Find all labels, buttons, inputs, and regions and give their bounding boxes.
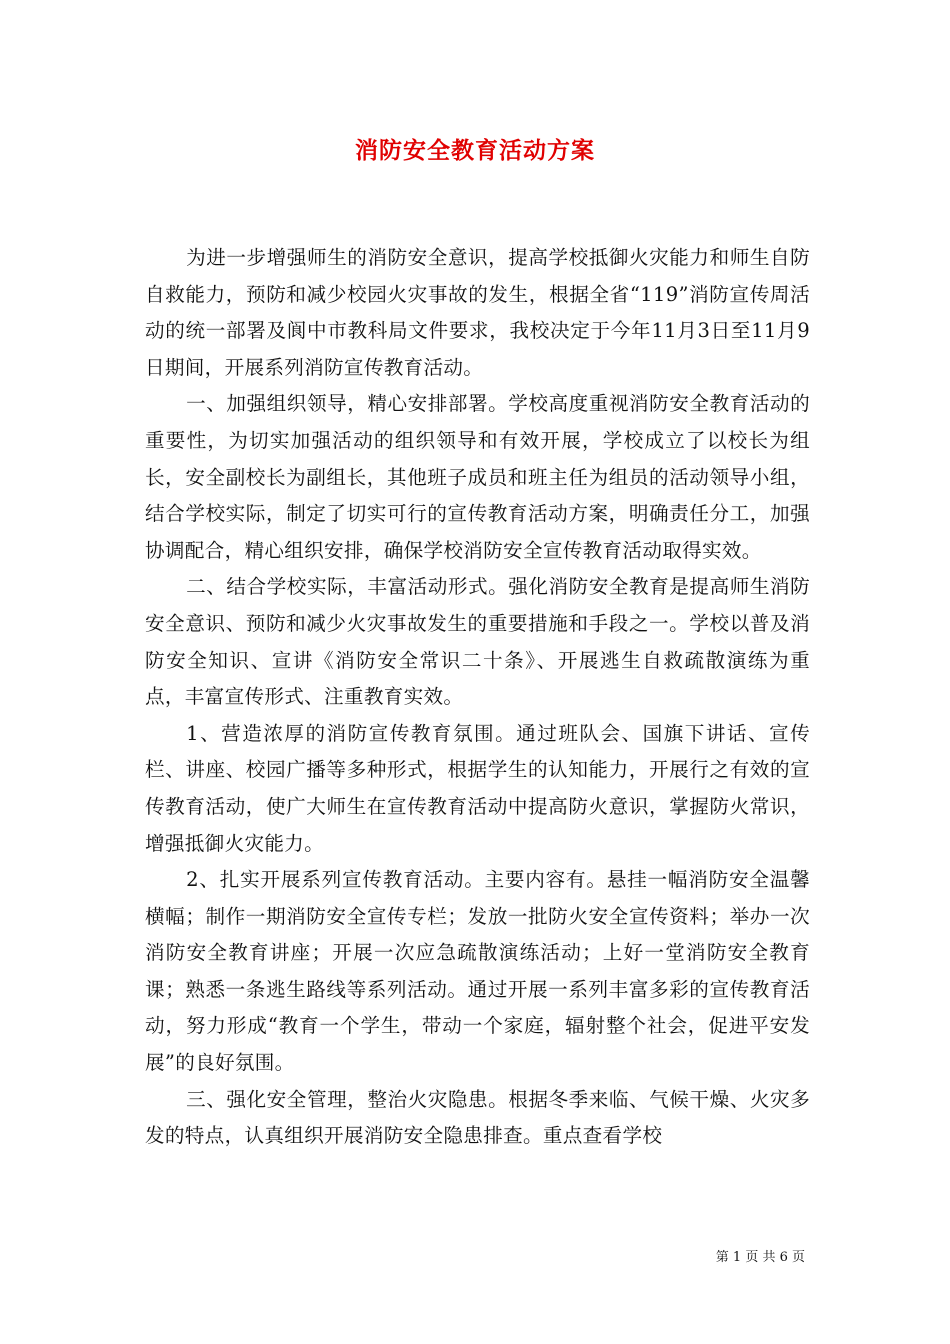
paragraph-item-1: 1、营造浓厚的消防宣传教育氛围。通过班队会、国旗下讲话、宣传栏、讲座、校园广播等多种形式，根据学生的认知能力，开展行之有效的宣传教育活动，使广大师生在宣传教育活动中提高防火意识，掌握防火常识，增强抵御火灾能力。 [145, 721, 810, 855]
page-number-footer: 第 1 页 共 6 页 [715, 1250, 805, 1265]
paragraph-section-3: 三、强化安全管理，整治火灾隐患。根据冬季来临、气候干燥、火灾多发的特点，认真组织开展消防安全隐患排查。重点查看学校 [145, 1087, 810, 1148]
document-title: 消防安全教育活动方案 [355, 137, 595, 164]
paragraph-section-1: 一、加强组织领导，精心安排部署。学校高度重视消防安全教育活动的重要性，为切实加强活动的组织领导和有效开展，学校成立了以校长为组长，安全副校长为副组长，其他班子成员和班主任为组员的活动领导小组，结合学校实际，制定了切实可行的宣传教育活动方案，明确责任分工，加强协调配合，精心组织安排，确保学校消防安全宣传教育活动取得实效。 [145, 392, 810, 562]
paragraph-section-2: 二、结合学校实际，丰富活动形式。强化消防安全教育是提高师生消防安全意识、预防和减少火灾事故发生的重要措施和手段之一。学校以普及消防安全知识、宣讲《消防安全常识二十条》、开展逃生自救疏散演练为重点，丰富宣传形式、注重教育实效。 [145, 575, 810, 709]
paragraph-item-2: 2、扎实开展系列宣传教育活动。主要内容有。悬挂一幅消防安全温馨横幅；制作一期消防安全宣传专栏；发放一批防火安全宣传资料；举办一次消防安全教育讲座；开展一次应急疏散演练活动；上好一堂消防安全教育课；熟悉一条逃生路线等系列活动。通过开展一系列丰富多彩的宣传教育活动，努力形成“教育一个学生，带动一个家庭，辐射整个社会，促进平安发展”的良好氛围。 [145, 868, 810, 1075]
paragraph-intro: 为进一步增强师生的消防安全意识，提高学校抵御火灾能力和师生自防自救能力，预防和减少校园火灾事故的发生，根据全省“119”消防宣传周活动的统一部署及阆中市教科局文件要求，我校决定于今年11月3日至11月9日期间，开展系列消防宣传教育活动。 [145, 246, 810, 379]
document-body [145, 240, 810, 1155]
